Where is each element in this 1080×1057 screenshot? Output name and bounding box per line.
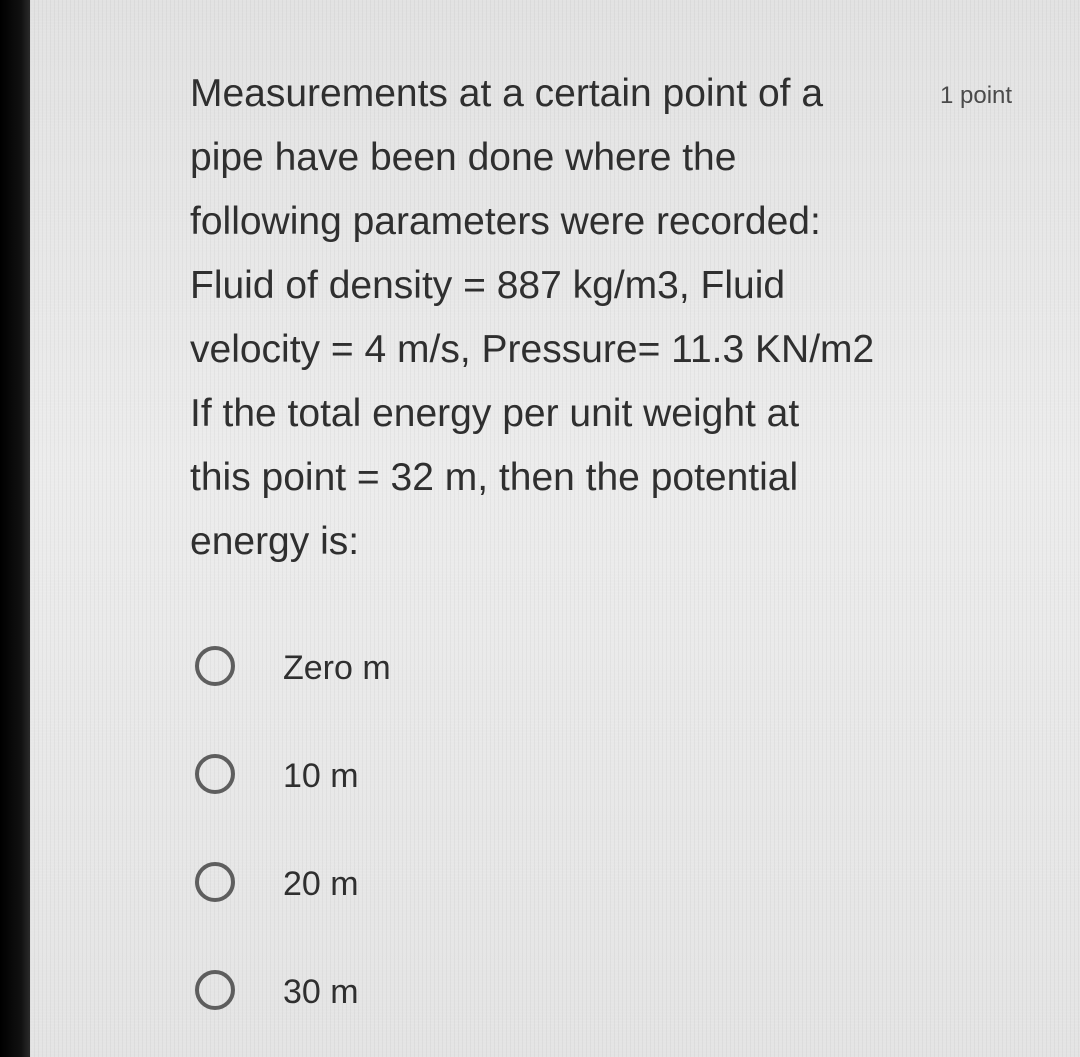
option-label: 30 m xyxy=(283,973,359,1011)
points-label: 1 point xyxy=(940,82,1013,109)
radio-button[interactable] xyxy=(195,862,235,902)
question-text xyxy=(190,62,920,574)
question-line: energy is: xyxy=(190,520,360,563)
question-line: If the total energy per unit weight at xyxy=(190,392,800,435)
question-line: velocity = 4 m/s, Pressure= 11.3 KN/m2 xyxy=(190,328,875,371)
radio-button[interactable] xyxy=(195,754,235,794)
device-bezel xyxy=(0,0,30,1057)
option-30-m[interactable] xyxy=(195,964,795,1057)
question-line: Fluid of density = 887 kg/m3, Fluid xyxy=(190,264,786,307)
radio-button[interactable] xyxy=(195,646,235,686)
option-label: Zero m xyxy=(283,649,391,687)
question-card xyxy=(30,0,1080,1057)
option-20-m[interactable] xyxy=(195,856,795,964)
question-line: pipe have been done where the xyxy=(190,136,737,179)
answer-options xyxy=(195,640,795,1057)
option-label: 20 m xyxy=(283,865,359,903)
question-line: Measurements at a certain point of a xyxy=(190,72,824,115)
option-zero-m[interactable] xyxy=(195,640,795,748)
question-line: this point = 32 m, then the potential xyxy=(190,456,799,499)
question-line: following parameters were recorded: xyxy=(190,200,821,243)
option-10-m[interactable] xyxy=(195,748,795,856)
radio-button[interactable] xyxy=(195,970,235,1010)
option-label: 10 m xyxy=(283,757,359,795)
